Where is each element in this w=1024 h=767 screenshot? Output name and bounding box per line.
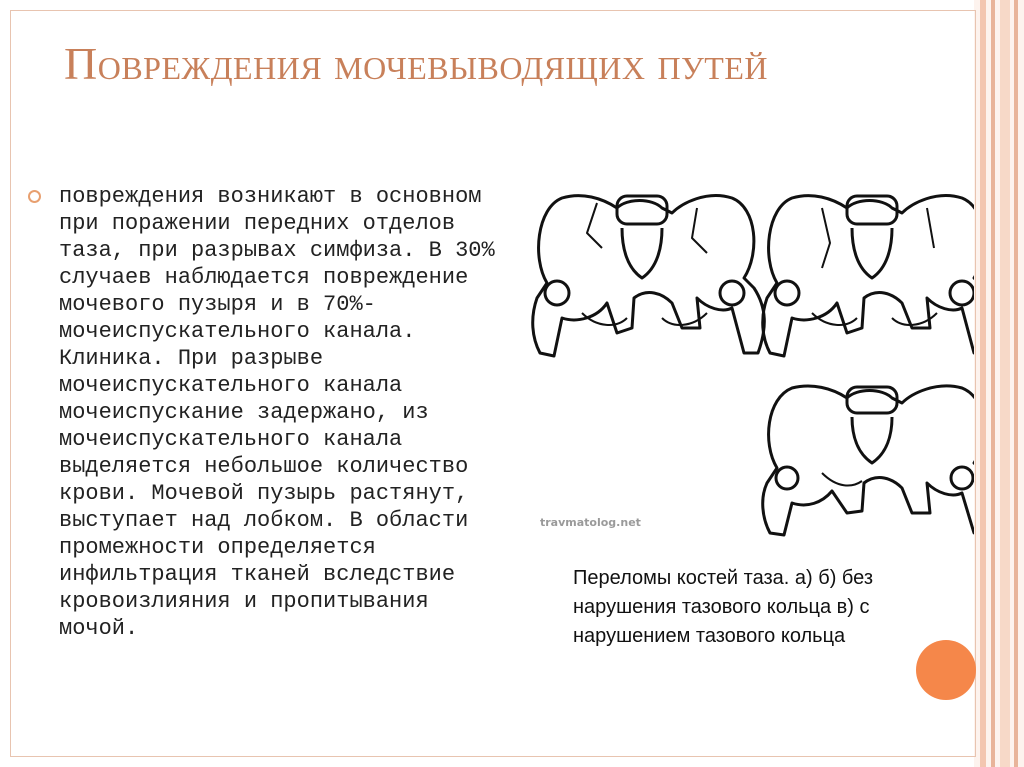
pelvis-fracture-figure (522, 178, 974, 538)
pelvis-diagram-c (763, 386, 974, 535)
pelvis-diagram-a (533, 196, 765, 356)
decorative-orange-circle (916, 640, 976, 700)
pelvis-diagram-b (763, 196, 974, 356)
slide-title: Повреждения мочевыводящих путей (64, 38, 768, 89)
pelvis-illustration (522, 178, 974, 538)
bullet-icon (28, 190, 41, 203)
figure-caption: Переломы костей таза. а) б) без нарушения тазового кольца в) с нарушением тазового кольца (573, 567, 873, 647)
figure-watermark: travmatolog.net (540, 516, 641, 529)
body-paragraph: повреждения возникают в основном при поражении передних отделов таза, при разрывах симфиза. В 30% случаев наблюдается повреждение мочевого пузыря и в 70%-мочеиспускательного канала. Клиника. При разрыве мочеиспускательного канала мочеиспускание задержано, из мочеиспускательного канала выделяется небольшое количество крови. Мочевой пузырь растянут, выступает над лобком. В области промежности определяется инфильтрация тканей вследствие кровоизлияния и пропитывания мочой. (59, 184, 495, 641)
decorative-side-stripes (974, 0, 1024, 767)
